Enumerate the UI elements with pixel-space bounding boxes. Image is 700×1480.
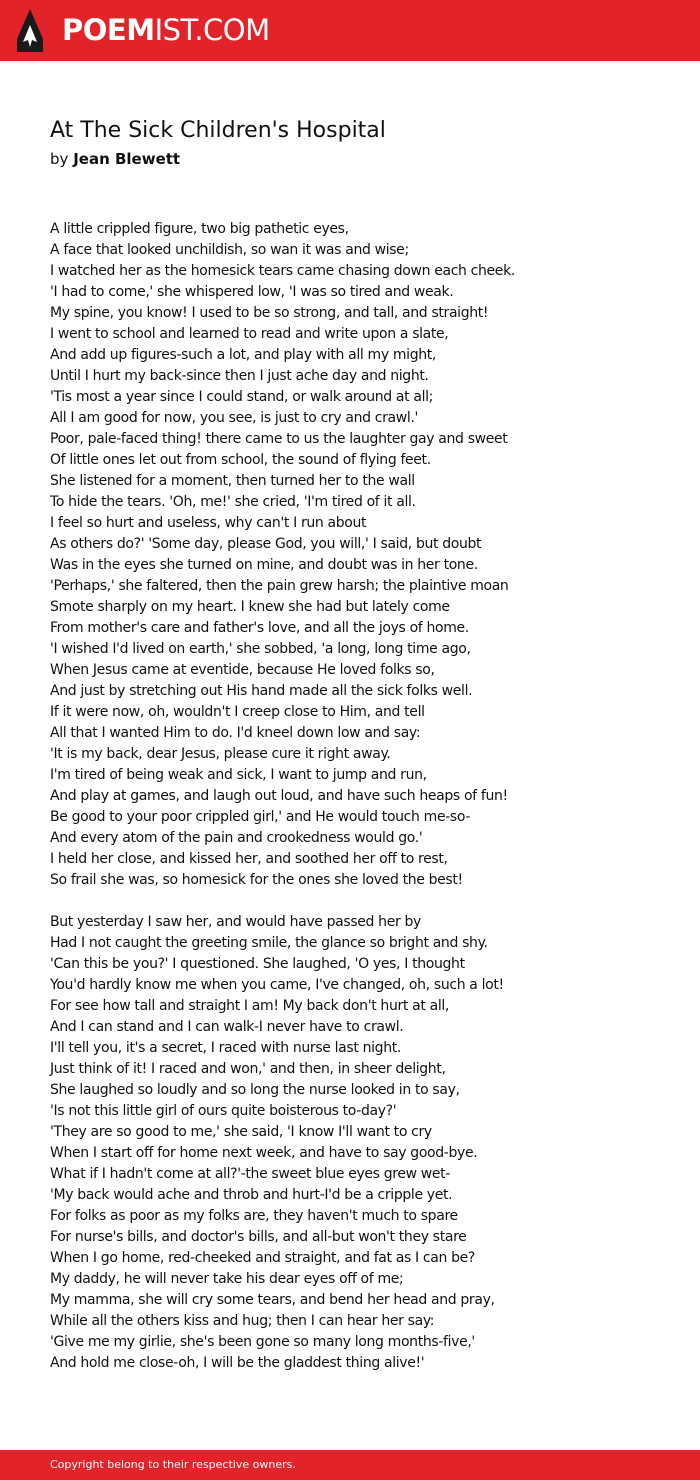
- poem-line: She listened for a moment, then turned her to the wall: [50, 473, 415, 489]
- logo-text-light: IST.COM: [154, 13, 270, 47]
- poem-line: When I go home, red-cheeked and straight, and fat as I can be?: [50, 1250, 475, 1266]
- poem-line: 'Can this be you?' I questioned. She laughed, 'O yes, I thought: [50, 956, 465, 972]
- poem-line: 'Perhaps,' she faltered, then the pain grew harsh; the plaintive moan: [50, 578, 509, 594]
- poem-line: 'I wished I'd lived on earth,' she sobbed, 'a long, long time ago,: [50, 641, 471, 657]
- poem-line: All I am good for now, you see, is just to cry and crawl.': [50, 410, 418, 426]
- poem-line: A face that looked unchildish, so wan it was and wise;: [50, 242, 409, 258]
- poem-line: Be good to your poor crippled girl,' and He would touch me-so-: [50, 809, 471, 825]
- poem-line: When I start off for home next week, and have to say good-bye.: [50, 1145, 478, 1161]
- poem-line: Had I not caught the greeting smile, the glance so bright and shy.: [50, 935, 488, 951]
- poem-line: And every atom of the pain and crookedness would go.': [50, 830, 423, 846]
- poem-line: When Jesus came at eventide, because He loved folks so,: [50, 662, 435, 678]
- logo-text-bold: POEM: [62, 13, 155, 47]
- poem-line: She laughed so loudly and so long the nurse looked in to say,: [50, 1082, 460, 1098]
- poem-line: For folks as poor as my folks are, they haven't much to spare: [50, 1208, 458, 1224]
- by-label: by: [50, 150, 69, 168]
- poem-stanza: [50, 219, 670, 891]
- poem-line: From mother's care and father's love, and all the joys of home.: [50, 620, 469, 636]
- poem-line: 'They are so good to me,' she said, 'I know I'll want to cry: [50, 1124, 432, 1140]
- poem-line: For nurse's bills, and doctor's bills, and all-but won't they stare: [50, 1229, 467, 1245]
- poem-line: I feel so hurt and useless, why can't I run about: [50, 515, 367, 531]
- poem-line: I went to school and learned to read and write upon a slate,: [50, 326, 449, 342]
- copyright-text: Copyright belong to their respective owners.: [50, 1458, 296, 1471]
- poem-line: Poor, pale-faced thing! there came to us the laughter gay and sweet: [50, 431, 508, 447]
- poem-line: And add up figures-such a lot, and play with all my might,: [50, 347, 436, 363]
- poem-line: 'It is my back, dear Jesus, please cure it right away.: [50, 746, 391, 762]
- poem-line: 'My back would ache and throb and hurt-I'd be a cripple yet.: [50, 1187, 453, 1203]
- poem-stanza: [50, 912, 670, 1374]
- poem-line: A little crippled figure, two big pathetic eyes,: [50, 221, 349, 237]
- poem-line: Was in the eyes she turned on mine, and doubt was in her tone.: [50, 557, 478, 573]
- poem-line: And just by stretching out His hand made all the sick folks well.: [50, 683, 473, 699]
- site-header: [0, 0, 700, 61]
- poem-line: Until I hurt my back-since then I just ache day and night.: [50, 368, 429, 384]
- poem-line: My spine, you know! I used to be so strong, and tall, and straight!: [50, 305, 489, 321]
- pencil-tip-icon[interactable]: [17, 9, 43, 52]
- site-logo-link[interactable]: [62, 12, 270, 48]
- poem-byline: [50, 148, 180, 170]
- poem-line: I'll tell you, it's a secret, I raced with nurse last night.: [50, 1040, 401, 1056]
- poem-line: Smote sharply on my heart. I knew she had but lately come: [50, 599, 450, 615]
- poem-line: And play at games, and laugh out loud, and have such heaps of fun!: [50, 788, 508, 804]
- poem-line: 'Is not this little girl of ours quite boisterous to-day?': [50, 1103, 397, 1119]
- poem-line: I watched her as the homesick tears came chasing down each cheek.: [50, 263, 515, 279]
- poem-line: If it were now, oh, wouldn't I creep close to Him, and tell: [50, 704, 425, 720]
- poem-line: So frail she was, so homesick for the ones she loved the best!: [50, 872, 463, 888]
- poem-line: You'd hardly know me when you came, I've changed, oh, such a lot!: [50, 977, 504, 993]
- poem-line: 'Give me my girlie, she's been gone so many long months-five,': [50, 1334, 475, 1350]
- poem-title: At The Sick Children's Hospital: [50, 118, 386, 143]
- poem-line: While all the others kiss and hug; then I can hear her say:: [50, 1313, 435, 1329]
- poem-body: [50, 219, 670, 1395]
- poem-line: I held her close, and kissed her, and soothed her off to rest,: [50, 851, 448, 867]
- poem-line: I'm tired of being weak and sick, I want to jump and run,: [50, 767, 427, 783]
- poem-line: 'I had to come,' she whispered low, 'I was so tired and weak.: [50, 284, 454, 300]
- poem-line: And I can stand and I can walk-I never have to crawl.: [50, 1019, 404, 1035]
- poem-line: What if I hadn't come at all?'-the sweet blue eyes grew wet-: [50, 1166, 451, 1182]
- poem-line: Just think of it! I raced and won,' and then, in sheer delight,: [50, 1061, 446, 1077]
- poem-line: And hold me close-oh, I will be the gladdest thing alive!': [50, 1355, 425, 1371]
- poem-line: My mamma, she will cry some tears, and bend her head and pray,: [50, 1292, 495, 1308]
- poem-line: Of little ones let out from school, the sound of flying feet.: [50, 452, 431, 468]
- poem-line: 'Tis most a year since I could stand, or walk around at all;: [50, 389, 434, 405]
- poem-line: As others do?' 'Some day, please God, you will,' I said, but doubt: [50, 536, 482, 552]
- poem-line: All that I wanted Him to do. I'd kneel down low and say:: [50, 725, 421, 741]
- poem-line: For see how tall and straight I am! My back don't hurt at all,: [50, 998, 450, 1014]
- author-link[interactable]: Jean Blewett: [73, 150, 181, 168]
- poem-line: My daddy, he will never take his dear eyes off of me;: [50, 1271, 404, 1287]
- site-footer: [0, 1450, 700, 1480]
- poem-line: But yesterday I saw her, and would have passed her by: [50, 914, 421, 930]
- poem-line: To hide the tears. 'Oh, me!' she cried, 'I'm tired of it all.: [50, 494, 416, 510]
